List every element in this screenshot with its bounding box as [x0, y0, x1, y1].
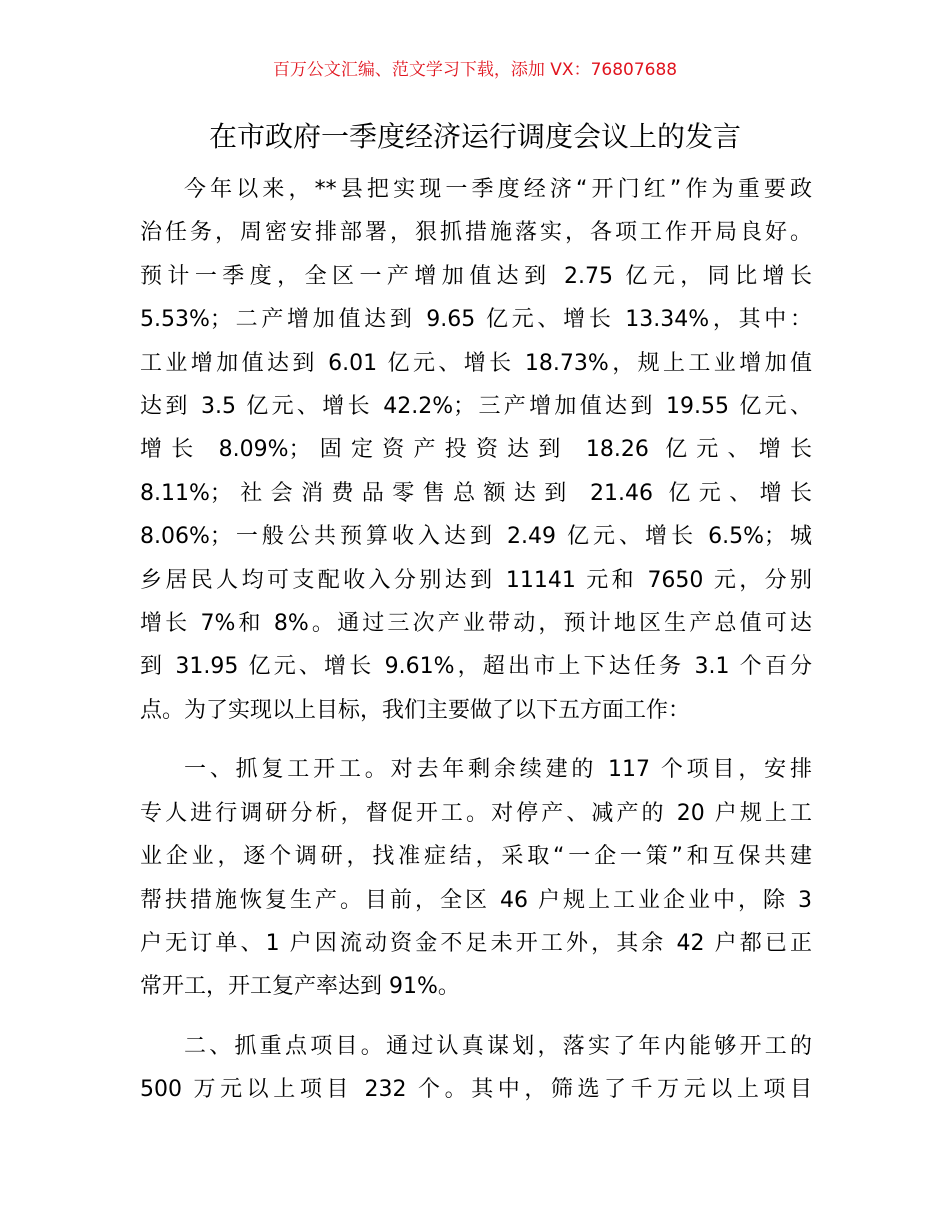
paragraph-section-1	[140, 748, 812, 1008]
text-line: 二、抓重点项目。通过认真谋划，落实了年内能够开工的	[184, 1033, 812, 1059]
watermark-banner: 百万公文汇编、范文学习下载，添加 VX：76807688	[272, 60, 678, 80]
text-line: 帮扶措施恢复生产。目前，全区 46 户规上工业企业中，除 3	[140, 887, 812, 913]
text-line: 5.53%；二产增加值达到 9.65 亿元、增长 13.34%，其中：	[140, 307, 812, 333]
text-line: 增长 7%和 8%。通过三次产业带动，预计地区生产总值可达	[140, 611, 812, 637]
text-line: 治任务，周密安排部署，狠抓措施落实，各项工作开局良好。	[140, 220, 812, 246]
text-line: 8.06%；一般公共预算收入达到 2.49 亿元、增长 6.5%；城	[140, 524, 812, 550]
text-line: 到 31.95 亿元、增长 9.61%，超出市上下达任务 3.1 个百分	[140, 654, 812, 680]
text-line: 常开工，开工复产率达到 91%。	[140, 974, 460, 1000]
text-line: 户无订单、1 户因流动资金不足未开工外，其余 42 户都已正	[140, 930, 812, 956]
paragraph-intro	[140, 168, 812, 732]
text-line: 8.11%；社会消费品零售总额达到 21.46 亿元、增长	[140, 480, 812, 506]
text-line: 乡居民人均可支配收入分别达到 11141 元和 7650 元，分别	[140, 567, 812, 593]
text-line: 点。为了实现以上目标，我们主要做了以下五方面工作：	[140, 697, 691, 723]
text-line: 今年以来，**县把实现一季度经济“开门红”作为重要政	[184, 177, 812, 202]
text-line: 一、抓复工开工。对去年剩余续建的 117 个项目，安排	[184, 757, 812, 783]
text-line: 达到 3.5 亿元、增长 42.2%；三产增加值达到 19.55 亿元、	[140, 394, 812, 420]
text-line: 工业增加值达到 6.01 亿元、增长 18.73%，规上工业增加值	[140, 350, 812, 376]
document-title: 在市政府一季度经济运行调度会议上的发言	[208, 120, 741, 153]
text-line: 专人进行调研分析，督促开工。对停产、减产的 20 户规上工	[140, 800, 812, 826]
text-line: 增长 8.09%；固定资产投资达到 18.26 亿元、增长	[140, 437, 812, 463]
text-line: 500 万元以上项目 232 个。其中，筛选了千万元以上项目	[140, 1077, 812, 1103]
paragraph-section-2	[140, 1025, 812, 1112]
document-body	[140, 168, 812, 1112]
text-line: 业企业，逐个调研，找准症结，采取“一企一策”和互保共建	[140, 844, 812, 870]
text-line: 预计一季度，全区一产增加值达到 2.75 亿元，同比增长	[140, 263, 812, 289]
